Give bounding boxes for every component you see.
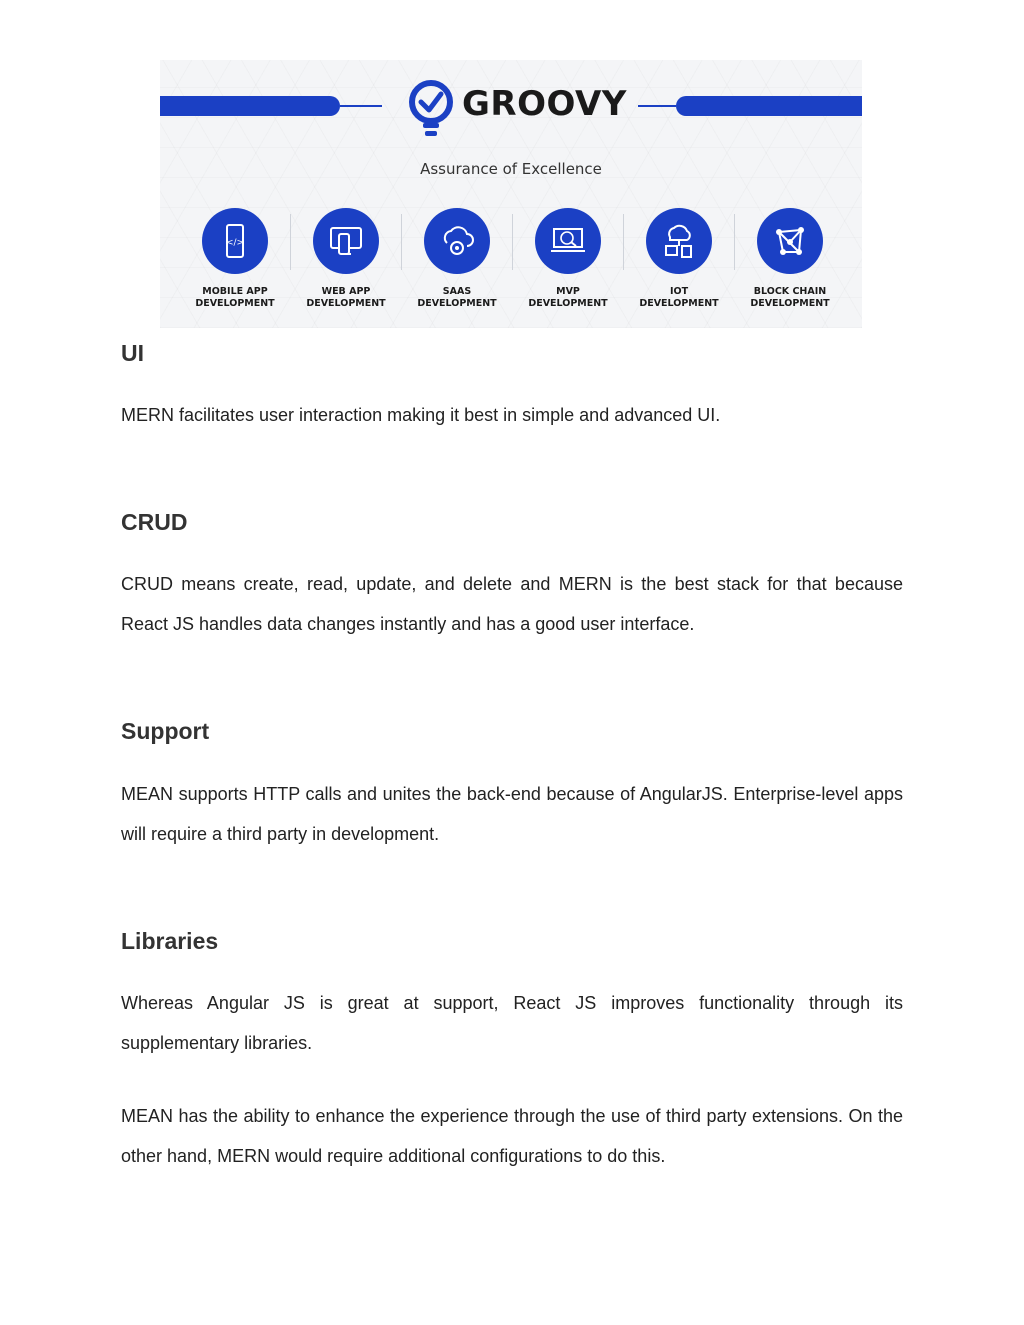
service-label: SAAS DEVELOPMENT [417,286,497,309]
mobile-app-icon [202,208,268,274]
paragraph: CRUD means create, read, update, and delete and MERN is the best stack for that because React JS handles data changes instantly and has a good user interface. [121,574,903,634]
section-crud [121,509,903,536]
section-ui [121,340,903,367]
saas-cloud-gear-icon [424,208,490,274]
service-web-app [291,208,401,310]
service-label: IOT DEVELOPMENT [639,286,719,309]
web-app-icon [313,208,379,274]
brand-name: GROOVY [462,84,627,124]
brand-tagline: Assurance of Excellence [420,160,602,178]
section-support-body [121,775,903,854]
section-heading: Libraries [121,928,219,954]
iot-cloud-devices-icon [646,208,712,274]
section-libraries-body [121,984,903,1063]
service-iot [624,208,734,310]
section-heading: CRUD [121,509,188,535]
section-libraries-body-2 [121,1097,903,1176]
service-label: WEB APP DEVELOPMENT [306,286,386,309]
section-libraries [121,928,903,955]
blockchain-network-icon [757,208,823,274]
service-saas [402,208,512,310]
svg-text:</>: </> [225,238,245,248]
services-row [180,208,845,318]
groovy-banner [160,60,862,328]
section-heading: UI [121,340,144,366]
paragraph: MEAN supports HTTP calls and unites the back-end because of AngularJS. Enterprise-level apps will require a third party in development. [121,784,903,844]
service-label: BLOCK CHAIN DEVELOPMENT [750,286,830,309]
paragraph: MERN facilitates user interaction making it best in simple and advanced UI. [121,405,721,425]
paragraph: Whereas Angular JS is great at support, React JS improves functionality through its supplementary libraries. [121,993,903,1053]
service-mobile-app [180,208,290,310]
section-support [121,718,903,745]
service-mvp [513,208,623,310]
banner-right-bar [676,96,862,116]
service-label: MOBILE APP DEVELOPMENT [195,286,275,309]
section-heading: Support [121,718,210,744]
banner-right-line [638,105,676,107]
service-blockchain [735,208,845,310]
groovy-logo-icon [407,80,455,140]
mvp-laptop-icon [535,208,601,274]
service-label: MVP DEVELOPMENT [528,286,608,309]
section-ui-body [121,396,903,436]
banner-left-bar [160,96,340,116]
paragraph: MEAN has the ability to enhance the experience through the use of third party extensions. On the other hand, MERN would require additional configurations to do this. [121,1106,903,1166]
banner-left-line [340,105,382,107]
section-crud-body [121,565,903,644]
